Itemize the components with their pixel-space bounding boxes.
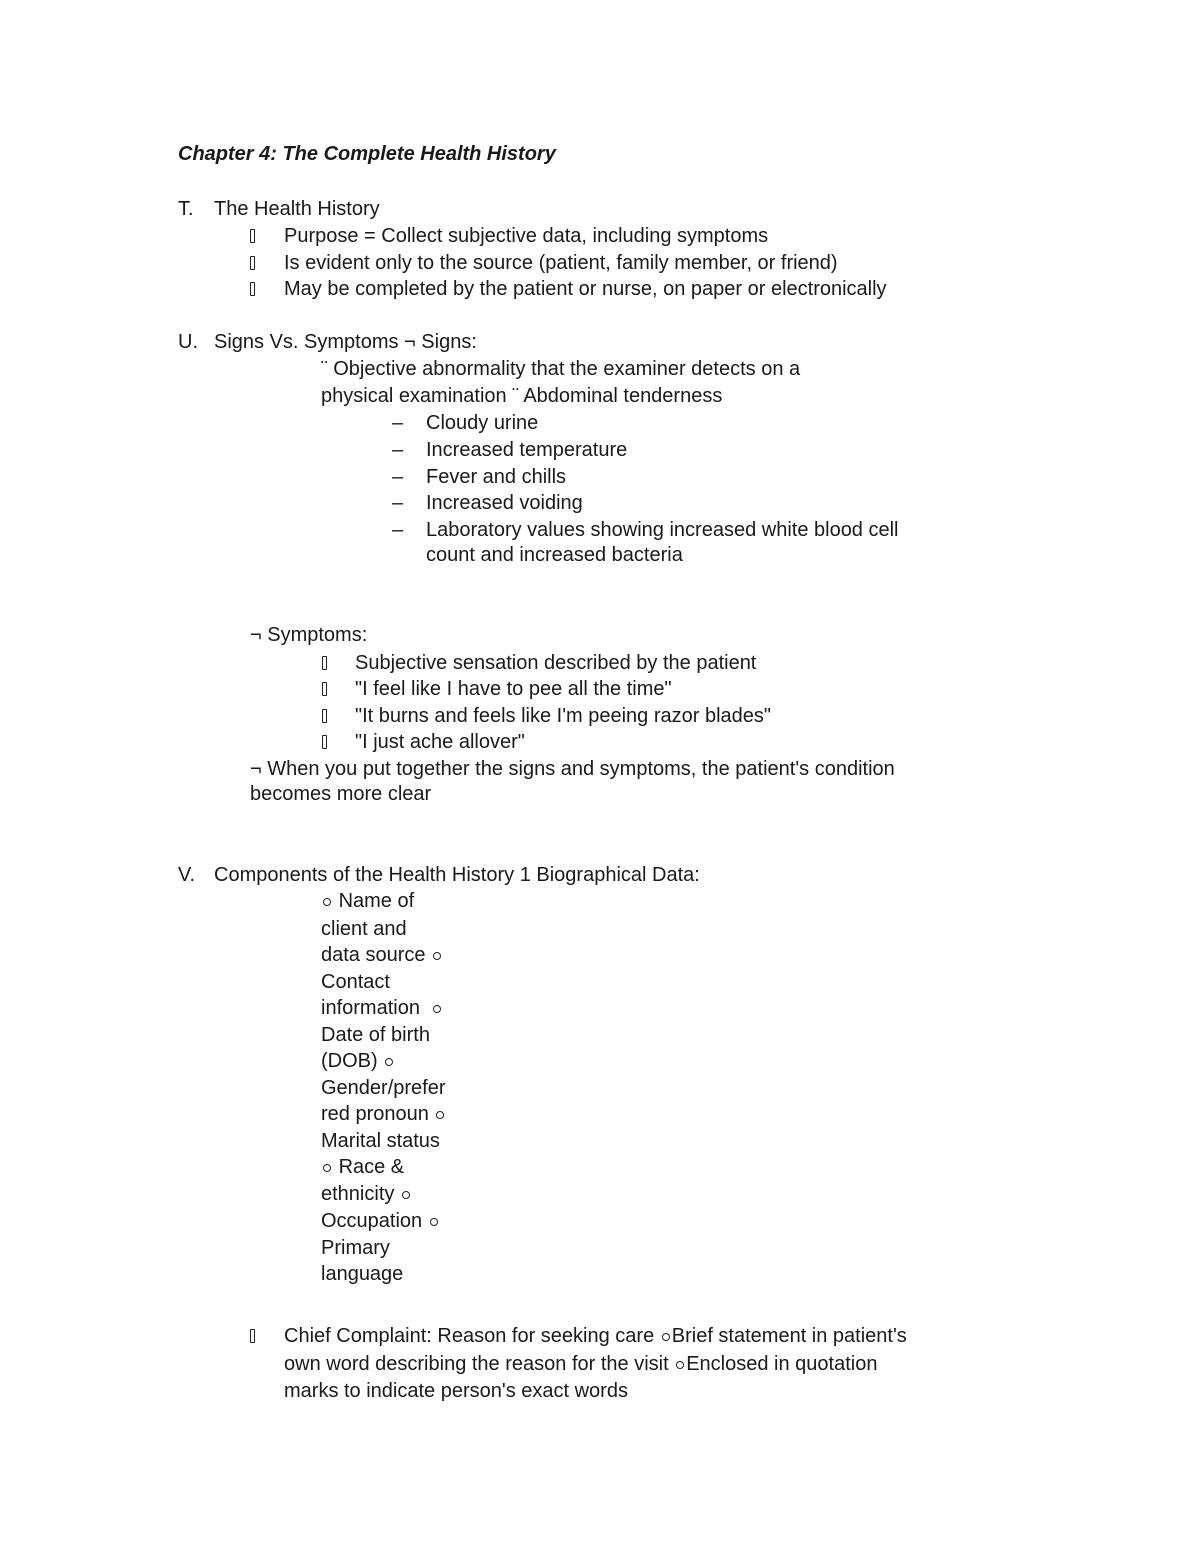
bio-line: language <box>321 1263 404 1285</box>
chief-complaint-line: own word describing the reason for the visit Enclosed in quotation <box>284 1353 878 1375</box>
dash-icon: – <box>392 519 404 541</box>
circle-bullet-icon <box>323 898 331 906</box>
chief-complaint-line: Chief Complaint: Reason for seeking care Brief statement in patient's <box>284 1325 907 1347</box>
list-item: Increased temperature <box>426 439 628 461</box>
bio-line: Occupation <box>321 1208 440 1234</box>
bullet-box-icon <box>250 1329 255 1343</box>
circle-bullet-icon <box>402 1191 410 1199</box>
signs-line: ¨ Objective abnormality that the examiner detects on a <box>321 358 801 380</box>
circle-bullet-icon <box>436 1111 444 1119</box>
bio-line: Gender/prefer <box>321 1077 446 1099</box>
bio-line: (DOB) <box>321 1048 395 1074</box>
bio-line: Contact <box>321 971 390 993</box>
list-item: Cloudy urine <box>426 412 539 434</box>
list-item: Fever and chills <box>426 466 567 488</box>
bullet-box-icon <box>322 709 327 723</box>
bio-line: Marital status <box>321 1130 440 1152</box>
bullet-box-icon <box>250 229 255 243</box>
circle-bullet-icon <box>433 1005 441 1013</box>
circle-bullet-icon <box>676 1361 684 1369</box>
chief-complaint-line: marks to indicate person's exact words <box>284 1380 628 1402</box>
bullet-box-icon <box>250 282 255 296</box>
list-item: "It burns and feels like I'm peeing razor blades" <box>355 705 772 727</box>
bio-line: client and <box>321 918 407 940</box>
dash-icon: – <box>392 439 404 461</box>
list-item: May be completed by the patient or nurse, on paper or electronically <box>284 278 887 300</box>
circle-bullet-icon <box>385 1058 393 1066</box>
bio-line: red pronoun <box>321 1101 446 1127</box>
list-item: Is evident only to the source (patient, family member, or friend) <box>284 252 838 274</box>
list-item: "I just ache allover" <box>355 731 525 753</box>
signs-line: physical examination ¨ Abdominal tenderness <box>321 385 723 407</box>
bio-line: Date of birth <box>321 1024 430 1046</box>
list-item: "I feel like I have to pee all the time" <box>355 678 672 700</box>
dash-icon: – <box>392 492 404 514</box>
circle-bullet-icon <box>433 952 441 960</box>
dash-icon: – <box>392 412 404 434</box>
bio-line: Primary <box>321 1237 390 1259</box>
bullet-box-icon <box>250 256 255 270</box>
bio-line: data source <box>321 942 443 968</box>
page-title: Chapter 4: The Complete Health History <box>178 143 556 165</box>
summary-line: ¬ When you put together the signs and symptoms, the patient's condition <box>250 758 895 780</box>
summary-line: becomes more clear <box>250 783 432 805</box>
list-item: Subjective sensation described by the patient <box>355 652 757 674</box>
section-t-heading: The Health History <box>214 198 380 220</box>
bio-line: Name of <box>321 888 414 914</box>
list-item-continued: count and increased bacteria <box>426 544 683 566</box>
circle-bullet-icon <box>662 1333 670 1341</box>
circle-bullet-icon <box>430 1218 438 1226</box>
section-t-marker: T. <box>178 198 194 220</box>
section-v-heading: Components of the Health History 1 Biographical Data: <box>214 864 700 886</box>
bullet-box-icon <box>322 656 327 670</box>
bio-line: Race & <box>321 1154 404 1180</box>
section-u-heading: Signs Vs. Symptoms ¬ Signs: <box>214 331 477 353</box>
bio-line: ethnicity <box>321 1181 412 1207</box>
bullet-box-icon <box>322 682 327 696</box>
section-v-marker: V. <box>178 864 196 886</box>
symptoms-heading: ¬ Symptoms: <box>250 624 368 646</box>
list-item: Increased voiding <box>426 492 583 514</box>
bullet-box-icon <box>322 735 327 749</box>
section-u-marker: U. <box>178 331 198 353</box>
list-item: Purpose = Collect subjective data, including symptoms <box>284 225 769 247</box>
bio-line: information <box>321 995 443 1021</box>
list-item: Laboratory values showing increased white blood cell <box>426 519 899 541</box>
dash-icon: – <box>392 466 404 488</box>
circle-bullet-icon <box>323 1164 331 1172</box>
